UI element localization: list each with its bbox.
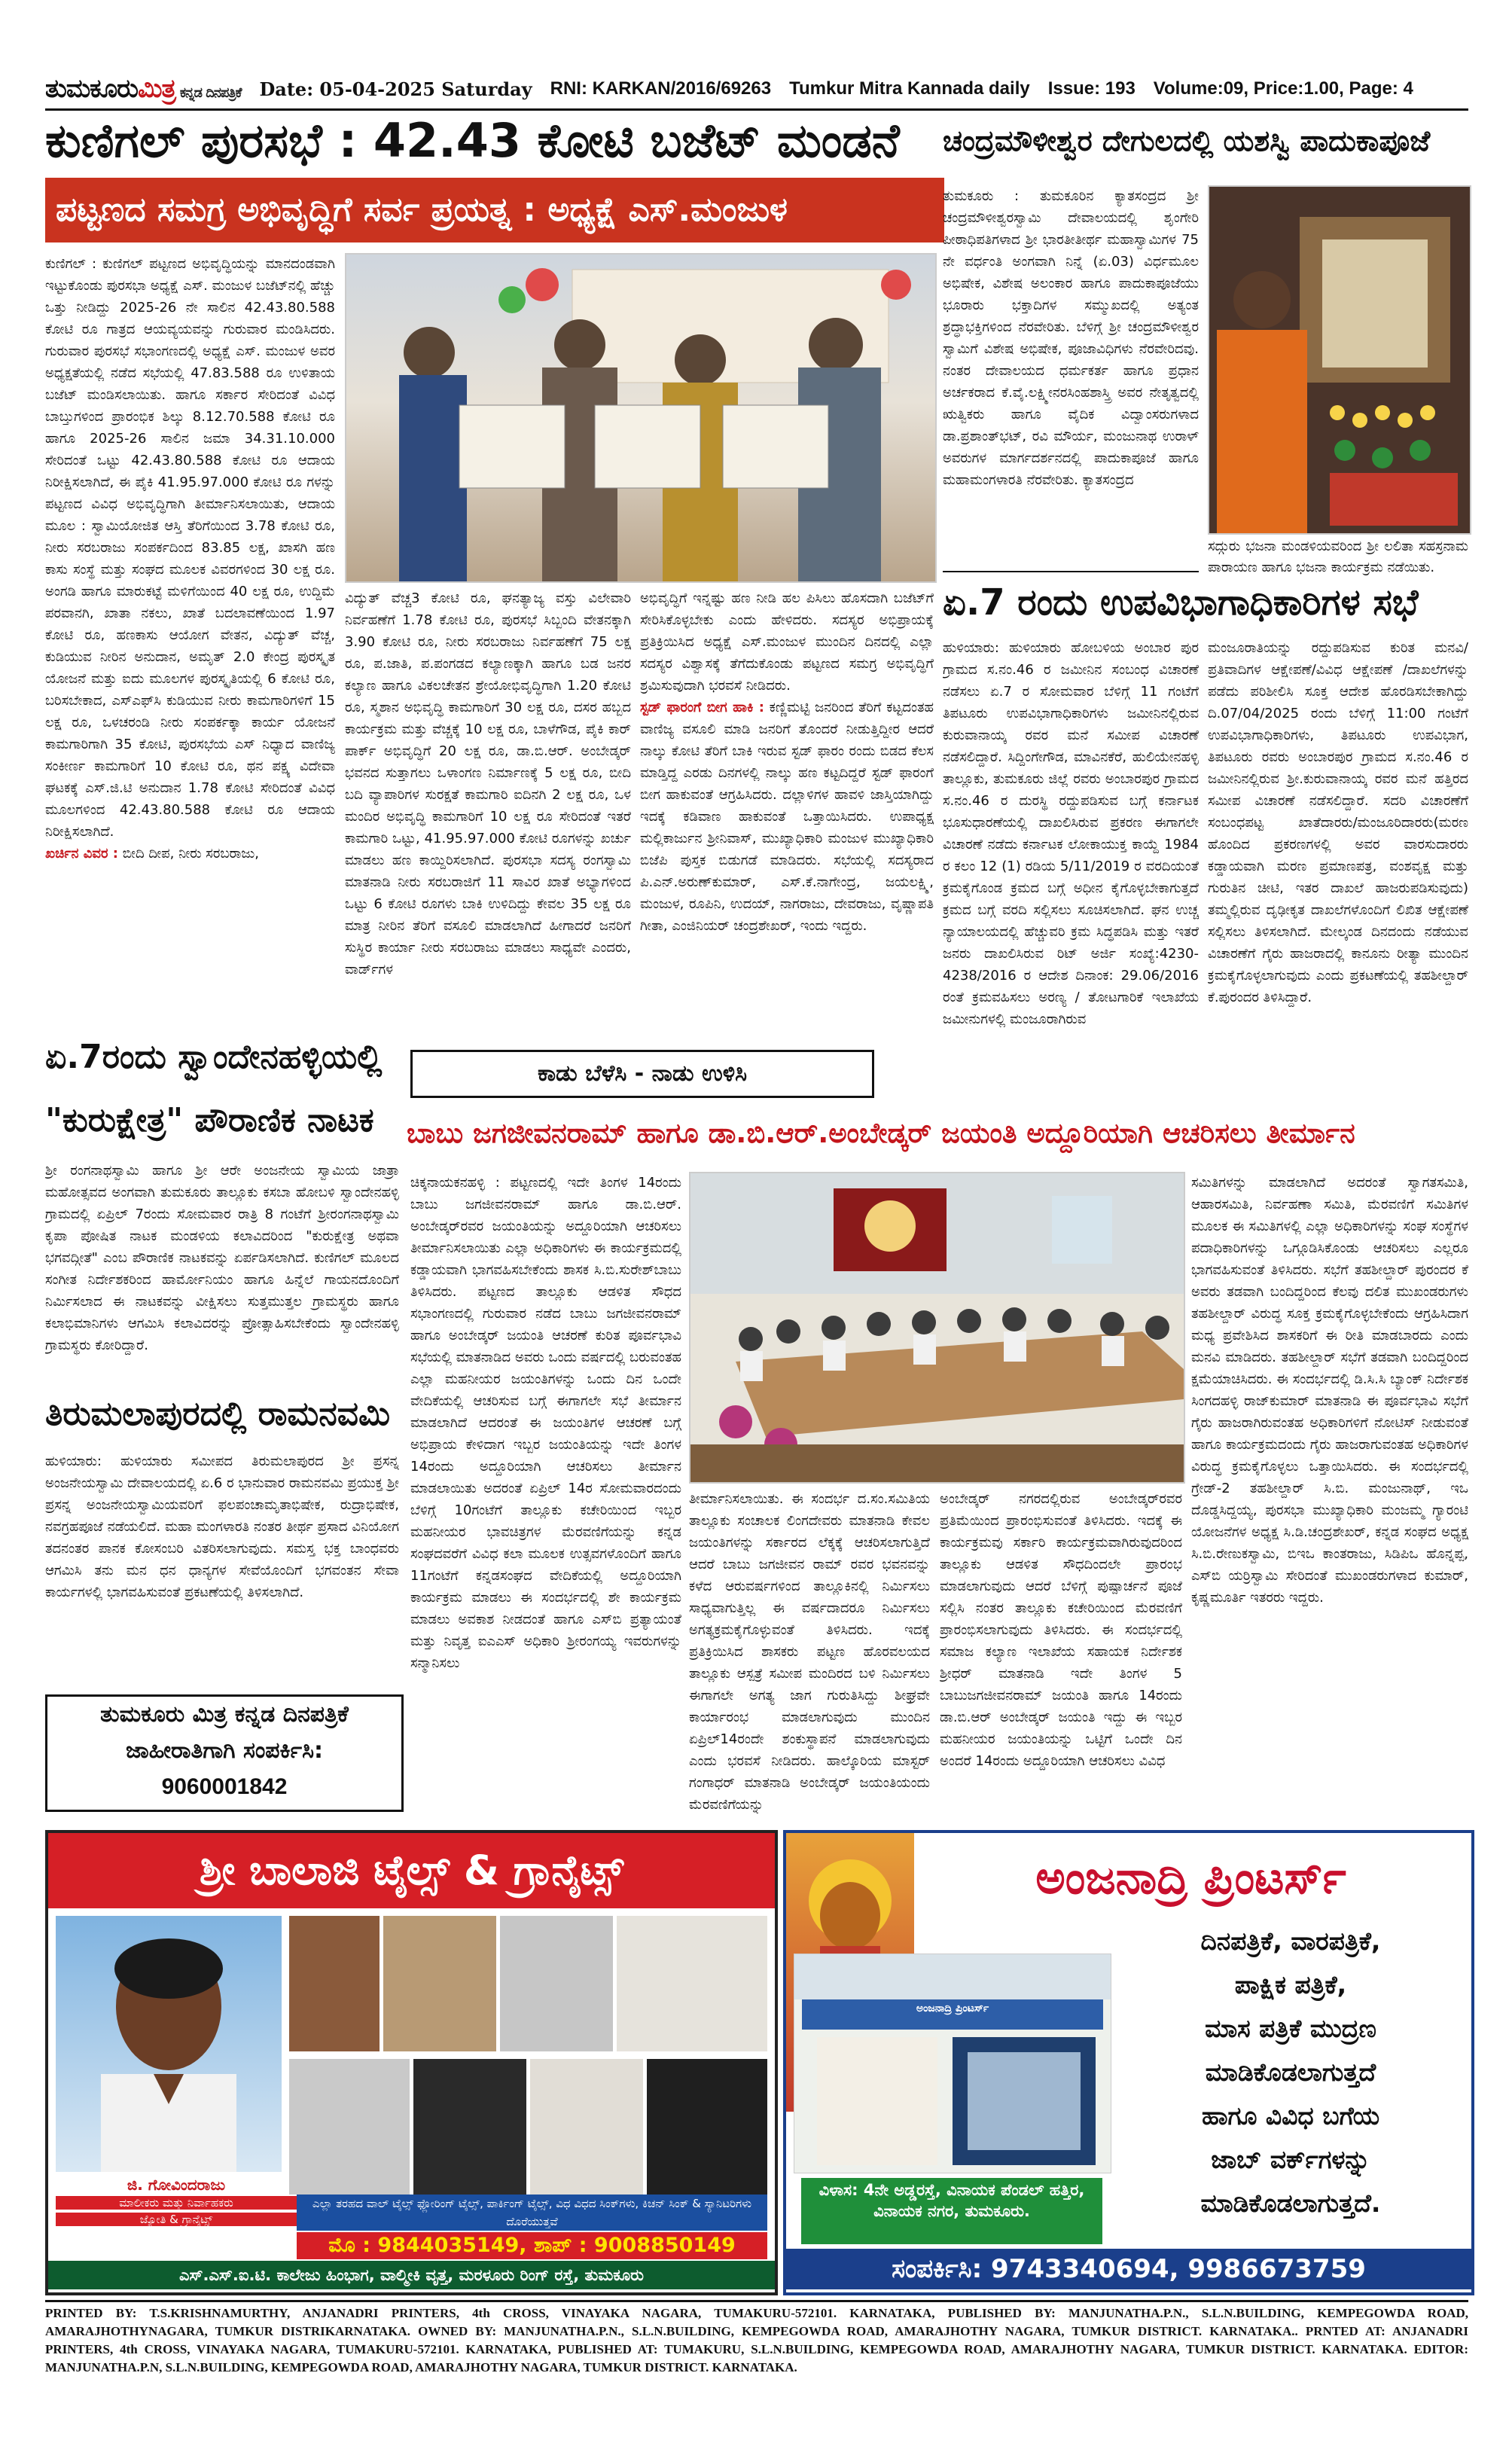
ad-left-title: ಶ್ರೀ ಬಾಲಾಜಿ ಟೈಲ್ಸ್ & ಗ್ರಾನೈಟ್ಸ್ <box>48 1833 775 1908</box>
story5-body <box>45 1450 399 1684</box>
ad-right-services <box>1117 1920 1464 2225</box>
budget-release-photo-illustration <box>346 255 935 581</box>
newspaper-logo <box>45 74 241 104</box>
masthead-rule <box>45 108 1468 111</box>
story2-headline: ಚಂದ್ರಮೌಳೀಶ್ವರ ದೇಗುಲದಲ್ಲಿ ಯಶಸ್ವಿ ಪಾದುಕಾಪೂಜೆ <box>943 124 1431 157</box>
story3-col2-text: ಮಂಜೂರಾತಿಯನ್ನು ರದ್ದುಪಡಿಸುವ ಕುರಿತ ಮನವಿ/ಪ್ರತಿವಾದಿಗಳ ಆಕ್ಷೇಪಣೆ/ವಿವಿಧ ಆಕ್ಷೇಪಣೆ /ದಾಖಲೆಗಳನ್ನು ಪಡೆದು ಪರಿಶೀಲಿಸಿ ಸೂಕ್ತ ಆದೇಶ ಹೊರಡಿಸಬೇಕಾಗಿದ್ದು ದಿ.07/04/2025 ರಂದು ಬೆಳಿಗ್ಗೆ 11:00 ಗಂಟೆಗೆ ಉಪವಿಭಾಗಾಧಿಕಾರಿಗಳು, ತಿಪಟೂರು ಉಪವಿಭಾಗ, ತಿಪಟೂರು ರವರು ಅಂಬಾರಪುರ ಗ್ರಾಮದ ಸ.ನಂ.46 ರ ಜಮೀನಿನಲ್ಲಿರುವ ಶ್ರೀ.ಕುರುವಾನಾಯ್ಕ ರವರ ಮನೆ ಹತ್ತಿರದ ಸಮೀಪ ವಿಚಾರಣೆ ನಡೆಸಲಿದ್ದಾರೆ. ಸದರಿ ವಿಚಾರಣೆಗೆ ಸಂಬಂಧಪಟ್ಟ ಖಾತೆದಾರರು/ಮಂಜೂರಿದಾರರು(ಮರಣ ಹೊಂದಿದ ಪ್ರಕರಣಗಳಲ್ಲಿ ಅವರ ವಾರಸುದಾರರು ಕಡ್ಡಾಯವಾಗಿ ಮರಣ ಪ್ರಮಾಣಪತ್ರ, ವಂಶವೃಕ್ಷ ಮತ್ತು ಗುರುತಿನ ಚೀಟಿ, ಇತರ ದಾಖಲೆ ಹಾಜರುಪಡಿಸುವುದು) ತಮ್ಮಲ್ಲಿರುವ ದೃಢೀಕೃತ ದಾಖಲೆಗಳೊಂದಿಗೆ ಲಿಖಿತ ಆಕ್ಷೇಪಣೆ ಸಲ್ಲಿಸಲು ತಿಳಿಸಲಾಗಿದೆ. ಮೇಲ್ಕಂಡ ದಿನದಂದು ನಡೆಯುವ ವಿಚಾರಣೆಗೆ ಗೈರು ಹಾಜರಾದಲ್ಲಿ ಕಾನೂನು ರೀತ್ಯಾ ಮುಂದಿನ ಕ್ರಮಕೈಗೊಳ್ಳಲಾಗುವುದು ಎಂದು ಪ್ರಕಟಣೆಯಲ್ಲಿ ತಹಶೀಲ್ದಾರ್ ಕೆ.ಪುರಂದರ ತಿಳಿಸಿದ್ದಾರೆ. <box>1208 640 1468 1005</box>
story3-column1 <box>943 637 1199 1044</box>
story6-headline: ಬಾಬು ಜಗಜೀವನರಾಮ್ ಹಾಗೂ ಡಾ.ಬಿ.ಆರ್.ಅಂಬೇಡ್ಕರ್ ಜಯಂತಿ ಅದ್ದೂರಿಯಾಗಿ ಆಚರಿಸಲು ತೀರ್ಮಾನ <box>407 1101 1468 1166</box>
story6-photo <box>689 1172 1185 1484</box>
ad-right-service-line: ಮಾಡಿಕೊಡಲಾಗುತ್ತದೆ <box>1205 2057 1376 2087</box>
ad-left-tagline: ಎಲ್ಲಾ ತರಹದ ವಾಲ್ ಟೈಲ್ಸ್ ಫ್ಲೋರಿಂಗ್ ಟೈಲ್ಸ್, ಪಾರ್ಕಿಂಗ್ ಟೈಲ್ಸ್, ವಿಧ ವಿಧದ ಸಿಂಕ್‌ಗಳು, ಕಿಚನ್ ಸಿಂಕ್ & ಸ್ಯಾನಿಟರಿಗಳು ದೊರೆಯುತ್ತವೆ <box>297 2195 767 2231</box>
ad-right-shop-photo <box>794 1954 1111 2173</box>
paper-name: Tumkur Mitra Kannada daily <box>789 78 1030 99</box>
ad-right-address: 4ನೇ ಅಡ್ಡರಸ್ತೆ, ವಿನಾಯಕ ಪೆಂಡಲ್ ಹತ್ತಿರ, ವಿನಾಯಕ ನಗರ, ತುಮಕೂರು. <box>863 2181 1085 2220</box>
masthead <box>45 74 1468 104</box>
story6-col2-text: ತೀರ್ಮಾನಿಸಲಾಯಿತು. ಈ ಸಂದರ್ಭ ದ.ಸಂ.ಸಮಿತಿಯ ತಾಲ್ಲೂಕು ಸಂಚಾಲಕ ಲಿಂಗದೇವರು ಮಾತನಾಡಿ ಕೇವಲ ಜಯಂತಿಗಳನ್ನು ಸರ್ಕಾರದ ಲೆಕ್ಕಕ್ಕೆ ಆಚರಿಸಲಾಗುತ್ತಿದೆ ಆದರೆ ಬಾಬು ಜಗಜೀವನ ರಾಮ್ ರವರ ಭವನವನ್ನು ಕಳೆದ ಆರುವರ್ಷಗಳಿಂದ ತಾಲ್ಲೂಕಿನಲ್ಲಿ ನಿರ್ಮಿಸಲು ಸಾಧ್ಯವಾಗುತ್ತಿಲ್ಲ ಈ ವರ್ಷದಾದರೂ ನಿರ್ಮಿಸಲು ಅಗತ್ಯಕ್ರಮಕೈಗೊಳ್ಳುವಂತೆ ತಿಳಿಸಿದರು. ಇದಕ್ಕೆ ಪ್ರತಿಕ್ರಿಯಿಸಿದ ಶಾಸಕರು ಪಟ್ಟಣ ಹೊರವಲಯದ ತಾಲ್ಲೂಕು ಆಸ್ಪತ್ರೆ ಸಮೀಪ ಮಂದಿರದ ಬಳಿ ನಿರ್ಮಿಸಲು ಈಗಾಗಲೇ ಅಗತ್ಯ ಜಾಗ ಗುರುತಿಸಿದ್ದು ಶೀಘ್ರವೇ ಕಾರ್ಯಾರಂಭ ಮಾಡಲಾಗುವುದು ಮುಂದಿನ ಏಪ್ರಿಲ್‌14ರಂದೇ ಶಂಕುಸ್ಥಾಪನೆ ಮಾಡಲಾಗುವುದು ಎಂದು ಭರವಸೆ ನೀಡಿದರು. ಹಾಲ್ಕೊರಿಯ ಮಾಸ್ಟರ್ ಗಂಗಾಧರ್ ಮಾತನಾಡಿ ಅಂಬೇಡ್ಕರ್ ಜಯಂತಿಯಂದು ಮೆರವಣಿಗೆಯನ್ನು <box>689 1491 930 1813</box>
ad-left-owner-photo <box>56 1916 282 2172</box>
footer-rule <box>45 2300 1468 2302</box>
story1-col2-text: ವಿದ್ಯುತ್ ವೆಚ್ಚ3 ಕೋಟಿ ರೂ, ಘನತ್ಯಾಜ್ಯ ವಸ್ತು ವಿಲೇವಾರಿ ನಿರ್ವಹಣೆಗೆ 1.78 ಕೋಟಿ ರೂ, ಪುರಸಭೆ ಸಿಬ್ಬಂದಿ ವೇತನಕ್ಕಾಗಿ 3.90 ಕೋಟಿ ರೂ, ನೀರು ಸರಬರಾಜು ನಿರ್ವಹಣೆಗೆ 75 ಲಕ್ಷ ರೂ, ಪ.ಜಾತಿ, ಪ.ಪಂಗಡದ ಕಲ್ಯಾಣಕ್ಕಾಗಿ ಹಾಗೂ ಬಡ ಜನರ ಕಲ್ಯಾಣ ಹಾಗೂ ವಿಕಲಚೇತನ ಶ್ರೇಯೋಭಿವೃದ್ಧಿಗಾಗಿ 1.20 ಕೋಟಿ ರೂ, ಸ್ಮಶಾನ ಅಭಿವೃದ್ಧಿ ಕಾಮಗಾರಿಗೆ 30 ಲಕ್ಷ ರೂ, ದಸರ ಹಬ್ಬದ ಕಾರ್ಯಕ್ರಮ ಮತ್ತು ವೆಚ್ಚಕ್ಕೆ 10 ಲಕ್ಷ ರೂ, ಬಾಳೆಗೌಡ, ಪೈಕಿ ಕಾರ್ ಪಾರ್ಕ್ ಅಭಿವೃದ್ಧಿಗೆ 20 ಲಕ್ಷ ರೂ, ಡಾ.ಬಿ.ಆರ್. ಅಂಬೇಡ್ಕರ್ ಭವನದ ಸುತ್ತಾಗಲು ಒಳಾಂಗಣ ನಿರ್ಮಾಣಕ್ಕೆ 5 ಲಕ್ಷ ರೂ, ಬೀದಿ ಬದಿ ವ್ಯಾಪಾರಿಗಳ ಸುರಕ್ಷತೆ ಕಾಮಗಾರಿ ಐದಿನಗಿ 2 ಲಕ್ಷ ರೂ, ಒಳ ಮಂದಿರ ಅಭಿವೃದ್ಧಿ ಕಾಮಗಾರಿಗೆ 10 ಲಕ್ಷ ರೂ ಸೇರಿದಂತೆ ಇತರೆ ಕಾಮಗಾರಿ ಒಟ್ಟು, 41.95.97.000 ಕೋಟಿ ರೂಗಳನ್ನು ಖರ್ಚು ಮಾಡಲು ಹಣ ಕಾಯ್ದಿರಿಸಲಾಗಿದೆ. ಪುರಸಭಾ ಸದಸ್ಯ ರಂಗಸ್ವಾಮಿ ಮಾತನಾಡಿ ನೀರು ಸರಬರಾಜಿಗೆ 11 ಸಾವಿರ ಖಾತೆ ಅಭ್ಯಾಗಳಿಂದ ಒಟ್ಟು 6 ಕೋಟಿ ರೂಗಳು ಬಾಕಿ ಉಳಿದಿದ್ದು ಕೇವಲ 35 ಲಕ್ಷ ರೂ ಮಾತ್ರ ನೀರಿನ ತೆರಿಗೆ ವಸೂಲಿ ಮಾಡಲಾಗಿದೆ ಹೀಗಾದರೆ ಜನರಿಗೆ ಸುಸ್ಥಿರ ಕಾರ್ಯಾ ನೀರು ಸರಬರಾಜು ಮಾಡಲು ಸಾಧ್ಯವೇ ಎಂದರು, ವಾರ್ಡ್‌ಗಳ <box>345 590 631 978</box>
ad-right-address-box <box>801 2178 1102 2244</box>
ad-right-service-line: ಪಾಕ್ಷಿಕ ಪತ್ರಿಕೆ, <box>1234 1970 1347 1999</box>
story2-body-text: ತುಮಕೂರು : ತುಮಕೂರಿನ ಕ್ಯಾತಸಂದ್ರದ ಶ್ರೀ ಚಂದ್ರಮೌಳೀಶ್ವರಸ್ವಾಮಿ ದೇವಾಲಯದಲ್ಲಿ ಶೃಂಗೇರಿ ಪೀಠಾಧಿಪತಿಗಳಾದ ಶ್ರೀ ಭಾರತೀತೀರ್ಥ ಮಹಾಸ್ವಾಮಿಗಳ 75 ನೇ ವರ್ಧಂತಿ ಅಂಗವಾಗಿ ನಿನ್ನೆ (ಏ.03) ವಿರ್ಧಮೂಲ ಅಭಿಷೇಕ, ವಿಶೇಷ ಅಲಂಕಾರ ಹಾಗೂ ಪಾದುಕಾಪೂಜೆಯು ಭೂರಾರು ಭಕ್ತಾದಿಗಳ ಸಮ್ಮುಖದಲ್ಲಿ ಅತ್ಯಂತ ಶ್ರದ್ಧಾಭಕ್ತಿಗಳಿಂದ ನೆರವೇರಿತು. ಬೆಳಿಗ್ಗೆ ಶ್ರೀ ಚಂದ್ರಮೌಳೀಶ್ವರ ಸ್ವಾಮಿಗೆ ವಿಶೇಷ ಅಭಿಷೇಕ, ಪೂಜಾವಿಧಿಗಳು ನೆರವೇರಿದವು. ನಂತರ ದೇವಾಲಯದ ಧರ್ಮಕರ್ತ ಹಾಗೂ ಪ್ರಧಾನ ಅರ್ಚಕರಾದ ಕೆ.ವೈ.ಲಕ್ಷ್ಮೀನರಸಿಂಹಶಾಸ್ತ್ರಿ ಅವರ ನೇತೃತ್ವದಲ್ಲಿ ಋತ್ವಿಕರು ಹಾಗೂ ವೈದಿಕ ವಿದ್ವಾಂಸರುಗಳಾದ ಡಾ.ಪ್ರಶಾಂತ್‌ಭಟ್, ರವಿ ಮೌರ್ಯ, ಮಂಜುನಾಥ ಉರಾಳ್ ಅವರುಗಳ ಮಾರ್ಗದರ್ಶನದಲ್ಲಿ ಪಾದುಕಾಪೂಜೆ ಹಾಗೂ ಮಹಾಮಂಗಳಾರತಿ ನೆರವೇರಿತು. ಕ್ಯಾತಸಂದ್ರದ <box>943 188 1199 488</box>
adbox-line2: ಜಾಹೀರಾತಿಗಾಗಿ ಸಂಪರ್ಕಿಸಿ: <box>126 1737 323 1764</box>
ad-right-service-line: ಮಾಸ ಪತ್ರಿಕೆ ಮುದ್ರಣ <box>1205 2014 1376 2043</box>
ad-left-product-grid <box>289 1916 767 2195</box>
story6-column3 <box>940 1488 1182 1819</box>
story4-headline-line1: ಏ.7ರಂದು ಸ್ವಾಂದೇನಹಳ್ಳಿಯಲ್ಲಿ <box>45 1038 383 1076</box>
story1-col3-text: ಅಭಿವೃದ್ಧಿಗೆ ಇನ್ನಷ್ಟು ಹಣ ನೀಡಿ ಹಲ ಪಿಸಿಲು ಹೊಸದಾಗಿ ಬಜೆಟ್‌ಗೆ ಸೇರಿಸಿಕೊಳ್ಳಬೇಕು ಎಂದು ಹೇಳಿದರು. ಸದಸ್ಯರ ಅಭಿಪ್ರಾಯಕ್ಕೆ ಪ್ರತಿಕ್ರಿಯಿಸಿದ ಅಧ್ಯಕ್ಷೆ ಎಸ್.ಮಂಜುಳ ಮುಂದಿನ ದಿನದಲ್ಲಿ ಎಲ್ಲಾ ಸದಸ್ಯರ ವಿಶ್ವಾಸಕ್ಕೆ ತೆಗೆದುಕೊಂಡು ಪಟ್ಟಣದ ಸಮಗ್ರ ಅಭಿವೃದ್ಧಿಗೆ ಶ್ರಮಿಸುವುದಾಗಿ ಭರವಸೆ ನೀಡಿದರು. <box>640 590 934 694</box>
story3-column2 <box>1208 637 1468 1044</box>
story6-column1 <box>410 1172 681 1819</box>
story1-expense-text: ಬೀದಿ ದೀಪ, ನೀರು ಸರಬರಾಜು, <box>122 846 259 862</box>
volume-price-page: Volume:09, Price:1.00, Page: 4 <box>1153 78 1413 99</box>
ad-left-owner-title: ಮಾಲೀಕರು ಮತ್ತು ನಿರ್ವಾಹಕರು <box>56 2196 297 2210</box>
owner-portrait-illustration <box>56 1916 282 2172</box>
ad-right-service-line: ಹಾಗೂ ವಿವಿಧ ಬಗೆಯ <box>1201 2101 1380 2130</box>
story1-column1 <box>45 253 335 1017</box>
story1-column3 <box>640 587 934 1017</box>
ad-right-shop-sign: ಅಂಜನಾದ್ರಿ ಪ್ರಿಂಟರ್ಸ್ <box>916 2002 989 2015</box>
story4-body-text: ಶ್ರೀ ರಂಗನಾಥಸ್ವಾಮಿ ಹಾಗೂ ಶ್ರೀ ಆರೇ ಅಂಜನೇಯ ಸ್ವಾಮಿಯ ಜಾತ್ರಾ ಮಹೋತ್ಸವದ ಅಂಗವಾಗಿ ತುಮಕೂರು ತಾಲ್ಲೂಕು ಕಸಬಾ ಹೋಬಳಿ ಸ್ವಾಂದೇನಹಳ್ಳಿ ಗ್ರಾಮದಲ್ಲಿ ಏಪ್ರಿಲ್ 7ರಂದು ಸೋಮವಾರ ರಾತ್ರಿ 8 ಗಂಟೆಗೆ ಶ್ರೀರಂಗನಾಥಸ್ವಾಮಿ ಕೃಪಾ ಪೋಷಿತ ನಾಟಕ ಮಂಡಳಿಯ ಕಲಾವಿದರಿಂದ "ಕುರುಕ್ಷೇತ್ರ ಅಥವಾ ಭಗವದ್ಗೀತೆ" ಎಂಬ ಪೌರಾಣಿಕ ನಾಟಕವನ್ನು ಏರ್ಪಡಿಸಲಾಗಿದೆ. ಕುಣಿಗಲ್ ಮೂಲದ ಸಂಗೀತ ನಿರ್ದೇಶಕರಿಂದ ಹಾರ್ಮೋನಿಯಂ ಹಾಗೂ ಹಿನ್ನೆಲೆ ಗಾಯನದೊಂದಿಗೆ ನಿರ್ಮಿಸಲಾದ ಈ ನಾಟಕವನ್ನು ವೀಕ್ಷಿಸಲು ಸುತ್ತಮುತ್ತಲ ಗ್ರಾಮಸ್ಥರು ಹಾಗೂ ಕಲಾಭಿಮಾನಿಗಳು ಆಗಮಿಸಿ ಕಲಾವಿದರನ್ನು ಪ್ರೋತ್ಸಾಹಿಸಬೇಕೆಂದು ಸ್ವಾಂದೇನಹಳ್ಳಿ ಗ್ರಾಮಸ್ಥರು ಕೋರಿದ್ದಾರೆ. <box>45 1163 399 1353</box>
ad-anjanadri-printers <box>783 1830 1474 2295</box>
adbox-line1: ತುಮಕೂರು ಮಿತ್ರ ಕನ್ನಡ ದಿನಪತ್ರಿಕೆ <box>100 1701 349 1728</box>
ad-right-service-line: ಮಾಡಿಕೊಡಲಾಗುತ್ತದೆ. <box>1200 2188 1381 2218</box>
ad-balaji-tiles <box>45 1830 778 2295</box>
story1-headline: ಕುಣಿಗಲ್ ಪುರಸಭೆ : 42.43 ಕೋಟಿ ಬಜೆಟ್ ಮಂಡನೆ <box>45 113 900 168</box>
issue-date: Date: 05-04-2025 Saturday <box>259 78 532 100</box>
rni-number: RNI: KARKAN/2016/69263 <box>550 78 772 99</box>
story2-caption-text: ಸದ್ಗುರು ಭಜನಾ ಮಂಡಳಿಯವರಿಂದ ಶ್ರೀ ಲಲಿತಾ ಸಹಸ್ರನಾಮ ಪಾರಾಯಣ ಹಾಗೂ ಭಜನಾ ಕಾರ್ಯಕ್ರಮ ನಡೆಯಿತು. <box>1208 538 1468 575</box>
story6-col3-text: ಅಂಬೇಡ್ಕರ್ ನಗರದಲ್ಲಿರುವ ಅಂಬೇಡ್ಕರ್‌ರವರ ಪ್ರತಿಮೆಯಿಂದ ಪ್ರಾರಂಭಿಸುವಂತೆ ತಿಳಿಸಿದರು. ಇದಕ್ಕೆ ಈ ಕಾರ್ಯಕ್ರಮವು ಸರ್ಕಾರಿ ಕಾರ್ಯಕ್ರಮವಾಗಿರುವುದರಿಂದ ತಾಲ್ಲೂಕು ಆಡಳಿತ ಸೌಧದಿಂದಲೇ ಪ್ರಾರಂಭ ಮಾಡಲಾಗುವುದು ಆದರೆ ಬೆಳಿಗ್ಗೆ ಪುಷ್ಪಾರ್ಚನೆ ಪೂಜೆ ಸಲ್ಲಿಸಿ ನಂತರ ತಾಲ್ಲೂಕು ಕಚೇರಿಯಿಂದ ಮೆರವಣಿಗೆ ಪ್ರಾರಂಭಿಸಲಾಗುವುದು ತಿಳಿಸಿದರು. ಈ ಸಂದರ್ಭದಲ್ಲಿ ಸಮಾಜ ಕಲ್ಯಾಣ ಇಲಾಖೆಯ ಸಹಾಯಕ ನಿರ್ದೇಶಕ ಶ್ರೀಧರ್ ಮಾತನಾಡಿ ಇದೇ ತಿಂಗಳ 5 ಬಾಬುಜಗಜೀವನರಾಮ್ ಜಯಂತಿ ಹಾಗೂ 14ರಂದು ಡಾ.ಬಿ.ಆರ್ ಅಂಬೇಡ್ಕರ್ ಜಯಂತಿ ಇದ್ದು ಈ ಇಬ್ಬರ ಮಹನೀಯರ ಜಯಂತಿಯನ್ನು ಒಟ್ಟಿಗೆ ಒಂದೇ ದಿನ ಅಂದರೆ 14ರಂದು ಅದ್ದೂರಿಯಾಗಿ ಆಚರಿಸಲು ವಿವಿಧ <box>940 1491 1182 1769</box>
story1-photo <box>345 253 937 583</box>
story4-headline <box>45 1026 399 1154</box>
story6-column4 <box>1191 1172 1468 1819</box>
story6-col4-text: ಸಮಿತಿಗಳನ್ನು ಮಾಡಲಾಗಿದೆ ಅದರಂತೆ ಸ್ವಾಗತಸಮಿತಿ, ಆಹಾರಸಮಿತಿ, ನಿರ್ವಹಣಾ ಸಮಿತಿ, ಮೆರವಣಿಗೆ ಸಮಿತಿಗಳ ಮೂಲಕ ಈ ಸಮಿತಿಗಳಲ್ಲಿ ಎಲ್ಲಾ ಅಧಿಕಾರಿಗಳನ್ನು ಸಂಘ ಸಂಸ್ಥೆಗಳ ಪದಾಧಿಕಾರಿಗಳನ್ನು ಒಗ್ಗೂಡಿಸಿಕೊಂಡು ಆಚರಿಸಲು ಎಲ್ಲರೂ ಭಾಗವಹಿಸುವಂತೆ ತಿಳಿಸಿದರು. ಸಭೆಗೆ ತಹಶೀಲ್ದಾರ್ ಪುರಂದರ ಕೆ ಅವರು ತಡವಾಗಿ ಬಂದಿದ್ದರಿಂದ ಕೆಲವು ದಲಿತ ಮುಖಂಡರುಗಳು ತಹಶೀಲ್ದಾರ್ ವಿರುದ್ಧ ಸೂಕ್ತ ಕ್ರಮಕೈಗೊಳ್ಳಬೇಕೆಂದು ಆಗ್ರಹಿಸಿದಾಗ ಮಧ್ಯ ಪ್ರವೇಶಿಸಿದ ಶಾಸಕರಿಗೆ ಈ ರೀತಿ ಮಾಡಬಾರದು ಎಂದು ಮನವಿ ಮಾಡಿದರು. ತಹಶೀಲ್ದಾರ್ ಸಭೆಗೆ ತಡವಾಗಿ ಬಂದಿದ್ದರಿಂದ ಕ್ಷಮೆಯಾಚಿಸಿದರು. ಈ ಸಂದರ್ಭದಲ್ಲಿ ಡಿ.ಸಿ.ಸಿ ಬ್ಯಾಂಕ್ ನಿರ್ದೇಶಕ ಸಿಂಗದಹಳ್ಳಿ ರಾಜ್‌ಕುಮಾರ್ ಮಾತನಾಡಿ ಈ ಪೂರ್ವಭಾವಿ ಸಭೆಗೆ ಗೈರು ಹಾಜರಾಗಿರುವಂತಹ ಅಧಿಕಾರಿಗಳಿಗೆ ನೋಟಿಸ್ ನೀಡುವಂತೆ ಹಾಗೂ ಕಾರ್ಯಕ್ರಮದಂದು ಗೈರು ಹಾಜರಾಗುವಂತಹ ಅಧಿಕಾರಿಗಳ ವಿರುದ್ಧ ಕ್ರಮಕೈಗೊಳ್ಳಲು ಒತ್ತಾಯಿಸಿದರು. ಈ ಸಂದರ್ಭದಲ್ಲಿ ಗ್ರೇಡ್-2 ತಹಶೀಲ್ದಾರ್ ಸಿ.ಬಿ. ಮಂಜುನಾಥ್, ಇಒ ದೊಡ್ಡಸಿದ್ದಯ್ಯ, ಪುರಸಭಾ ಮುಖ್ಯಾಧಿಕಾರಿ ಮಂಜಮ್ಮ ಗ್ಯಾರಂಟಿ ಯೋಜನೆಗಳ ಅಧ್ಯಕ್ಷ ಸಿ.ಡಿ.ಚಂದ್ರಶೇಖರ್, ಕನ್ನಡ ಸಂಘದ ಅಧ್ಯಕ್ಷ ಸಿ.ಬಿ.ರೇಣುಕಸ್ವಾಮಿ, ಬಿಇಒ ಕಾಂತರಾಜು, ಸಿಡಿಪಿಒ ಹೊನ್ನಪ್ಪ, ಎಸ್‌ಬಿ ಯರ್ರಿಸ್ವಾಮಿ ಸೇರಿದಂತೆ ಮುಖಂಡರುಗಳಾದ ಕುಮಾರ್, ಕೃಷ್ಣಮೂರ್ತಿ ಇತರರು ಇದ್ದರು. <box>1191 1175 1468 1606</box>
story4-body <box>45 1160 399 1378</box>
ad-right-service-line: ಜಾಬ್ ವರ್ಕ್‌ಗಳನ್ನು <box>1211 2145 1370 2174</box>
meeting-photo-illustration <box>690 1173 1184 1482</box>
story3-headline: ಏ.7 ರಂದು ಉಪವಿಭಾಗಾಧಿಕಾರಿಗಳ ಸಭೆ <box>943 581 1419 624</box>
tiles-products-illustration <box>289 1916 767 2195</box>
padukapuja-photo-illustration <box>1209 187 1470 533</box>
ad-left-owner-tag: ಜ್ಯೋತಿ & ಗ್ರಾನೈಟ್ಸ್ <box>56 2213 297 2226</box>
story5-headline: ತಿರುಮಲಾಪುರದಲ್ಲಿ ರಾಮನವಮಿ <box>45 1395 391 1433</box>
story1-col3b-text: ಕಣ್ಣಿಮಟ್ಟಿ ಜನರಿಂದ ತೆರಿಗೆ ಕಟ್ಟದಂತಹ ವಾಣಿಜ್ಯ ವಸೂಲಿ ಮಾಡಿ ಜನರಿಗೆ ತೊಂದರೆ ನೀಡುತ್ತಿದ್ದೀರ ಆದರೆ ನಾಲ್ಕು ಕೋಟಿ ತೆರಿಗೆ ಬಾಕಿ ಇರುವ ಸ್ಟಡ್ ಫಾರಂ ರಂದು ಬಿಡದ ಕೆಲಸ ಮಾಡ್ತಿದ್ದ ಎರಡು ದಿನಗಳಲ್ಲಿ ನಾಲ್ಕು ಹಣ ಕಟ್ಟದಿದ್ದರೆ ಸ್ಟಡ್ ಫಾರಂಗೆ ಬೀಗ ಹಾಕುವಂತೆ ಆಗ್ರಹಿಸಿದರು. ದಲ್ಲಾಳಿಗಳ ಹಾವಳಿ ಜಾಸ್ತಿಯಾಗಿದ್ದು ಇದಕ್ಕೆ ಕಡಿವಾಣ ಹಾಕುವಂತೆ ಒತ್ತಾಯಿಸಿದರು. ಉಪಾಧ್ಯಕ್ಷ ಮಲ್ಲಿಕಾರ್ಜುನ ಶ್ರೀನಿವಾಸ್, ಮುಖ್ಯಾಧಿಕಾರಿ ಮಂಜುಳ ಮುಖ್ಯಾಧಿಕಾರಿ ಬಿಜೆಪಿ ಪುಸ್ತಕ ಬಿಡುಗಡೆ ಮಾಡಿದರು. ಸಭೆಯಲ್ಲಿ ಸದಸ್ಯರಾದ ಪಿ.ಎನ್.ಅರುಣ್‌ಕುಮಾರ್, ಎಸ್.ಕೆ.ನಾಗೇಂದ್ರ, ಜಯಲಕ್ಷ್ಮಿ, ಮಂಜುಳ, ರೂಪಿನಿ, ಉದಯ್, ನಾಗರಾಜು, ದೇವರಾಜು, ವೃಷ್ಣಾಪತಿ ಗೀತಾ, ಎಂಜಿನಿಯರ್ ಚಂದ್ರಶೇಖರ್, ಇಂದು ಇದ್ದರು. <box>640 700 934 934</box>
story1-col1-text: ಕುಣಿಗಲ್ : ಕುಣಿಗಲ್ ಪಟ್ಟಣದ ಅಭಿವೃದ್ಧಿಯನ್ನು ಮಾನದಂಡವಾಗಿ ಇಟ್ಟುಕೊಂಡು ಪುರಸಭಾ ಅಧ್ಯಕ್ಷೆ ಎಸ್. ಮಂಜುಳ ಬಜೆಟ್‌ನಲ್ಲಿ ಹೆಚ್ಚು ಒತ್ತು ನೀಡಿದ್ದು 2025-26 ನೇ ಸಾಲಿನ 42.43.80.588 ಕೋಟಿ ರೂ ಗಾತ್ರದ ಆಯವ್ಯಯವನ್ನು ಗುರುವಾರ ಮಂಡಿಸಿದರು. ಗುರುವಾರ ಪುರಸಭೆ ಸಭಾಂಗಣದಲ್ಲಿ ಅಧ್ಯಕ್ಷೆ ಎಸ್. ಮಂಜುಳ ಅವರ ಅಧ್ಯಕ್ಷತೆಯಲ್ಲಿ ನಡೆದ ಸಭೆಯಲ್ಲಿ 47.83.588 ರೂ ಉಳಿತಾಯ ಬಜೆಟ್ ಮಂಡಿಸಲಾಯಿತು. ಹಾಗೂ ಸರ್ಕಾರ ಸೇರಿದಂತೆ ವಿವಿಧ ಬಾಬ್ತುಗಳಿಂದ ಪ್ರಾರಂಭಿಕ ಶಿಲ್ಕು 8.12.70.588 ಕೋಟಿ ರೂ ಹಾಗೂ 2025-26 ಸಾಲಿನ ಜಮಾ 34.31.10.000 ಸೇರಿದಂತೆ ಒಟ್ಟು 42.43.80.588 ಕೋಟಿ ರೂ ಆದಾಯ ನಿರೀಕ್ಷಿಸಲಾಗಿದೆ, ಈ ಪೈಕಿ 41.95.97.000 ಕೋಟಿ ರೂ ಗಳನ್ನು ಪಟ್ಟಣದ ವಿವಿಧ ಅಭಿವೃದ್ಧಿಗಾಗಿ ತೀರ್ಮಾನಿಸಲಾಯಿತು, ಆದಾಯ ಮೂಲ : ಸ್ವಾಮಿಯೋಜಿತ ಆಸ್ತಿ ತೆರಿಗೆಯಿಂದ 3.78 ಕೋಟಿ ರೂ, ನೀರು ಸರಬರಾಜು ಸಂಪರ್ಕದಿಂದ 83.85 ಲಕ್ಷ, ಖಾಸಗಿ ಹಣ ಕಾಸು ಸಂಸ್ಥೆ ಮತ್ತು ಸಂಘದ ಮೂಲಕ ವಿವರಗಳಿಂದ 30 ಲಕ್ಷ ರೂ. ಅಂಗಡಿ ಹಾಗೂ ಮಾರುಕಟ್ಟೆ ಮಳಿಗೆಯಿಂದ 40 ಲಕ್ಷ ರೂ, ಉದ್ದಿಮೆ ಪರವಾನಗಿ, ಖಾತಾ ನಕಲು, ಖಾತೆ ಬದಲಾವಣೆಯಿಂದ 1.97 ಕೋಟಿ ರೂ, ಹಣಕಾಸು ಆಯೋಗ ವೇತನ, ವಿದ್ಯುತ್ ವೆಚ್ಚ, ಕುಡಿಯುವ ನೀರಿನ ಅನುದಾನ, ಅಮೃತ್ 2.0 ಕೇಂದ್ರ ಪುರಸ್ಕೃತ ಯೋಜನೆ ಮತ್ತು ಐದು ಮೂಲಗಳ ಪುರಸ್ಕೃತಿಯಲ್ಲಿ 6 ಕೋಟಿ ರೂ, ಬರಿಸಬೇಕಾದ, ಎಸ್‌ಎಫ್‌ಸಿ ಕುಡಿಯುವ ನೀರು ಕಾಮಗಾರಿಗಳಿಗೆ 15 ಲಕ್ಷ ರೂ, ಒಳಚರಂಡಿ ನೀರು ಸಂಪರ್ಕಕ್ಕಾ ಕಾರ್ಯ ಯೋಜನೆ ಕಾಮಗಾರಿಗಾಗಿ 35 ಕೋಟಿ, ಪುರಸಭೆಯ ಎಸ್ ನಿಧ್ಯಾದ ವಾಣಿಜ್ಯ ಸಂಕೀರ್ಣ ಕಾಮಗಾರಿಗೆ 10 ಕೋಟಿ ರೂ, ಥನ ಪಕ್ಷ್ಯ ವಿದೇವಾ ಘಟಕಕ್ಕೆ ಎಸ್.ಜಿ.ಟಿ ಅನುದಾನ 1.78 ಕೋಟಿ ಸೇರಿದಂತೆ ವಿವಿಧ ಮೂಲಗಳಿಂದ 42.43.80.588 ಕೋಟಿ ರೂ ಆದಾಯ ನಿರೀಕ್ಷಿಸಲಾಗಿದೆ. <box>45 256 335 840</box>
story6-column2 <box>689 1488 930 1819</box>
logo-part2: ಮಿತ್ರ <box>137 74 175 104</box>
story4-headline-line2: "ಕುರುಕ್ಷೇತ್ರ" ಪೌರಾಣಿಕ ನಾಟಕ <box>45 1101 374 1139</box>
story3-col1-text: ಹುಳಿಯಾರು: ಹುಳಿಯಾರು ಹೋಬಳಿಯ ಅಂಬಾರ ಪುರ ಗ್ರಾಮದ ಸ.ನಂ.46 ರ ಜಮೀನಿನ ಸಂಬಂಧ ವಿಚಾರಣೆ ನಡೆಸಲು ಏ.7 ರ ಸೋಮವಾರ ಬೆಳಿಗ್ಗೆ 11 ಗಂಟೆಗೆ ತಿಪಟೂರು ಉಪವಿಭಾಗಾಧಿಕಾರಿಗಳು ಜಮೀನಿನಲ್ಲಿರುವ ಕುರುವಾನಾಯ್ಕ ರವರ ಮನೆ ಸಮೀಪ ವಿಚಾರಣೆ ನಡೆಸಲಿದ್ದಾರೆ. ಸಿದ್ದಿಂಗೇಗೌಡ, ಮಾವಿನಕೆರೆ, ಹುಲಿಯೇನಹಳ್ಳಿ ತಾಲ್ಲೂಕು, ತುಮಕೂರು ಜಿಲ್ಲೆ ರವರು ಅಂಬಾರಪುರ ಗ್ರಾಮದ ಸ.ನಂ.46 ರ ದುರಸ್ಥಿ ರದ್ದುಪಡಿಸುವ ಬಗ್ಗೆ ಕರ್ನಾಟಕ ಭೂಸುಧಾರಣೆಯಲ್ಲಿ ದಾಖಲಿಸಿರುವ ಪ್ರಕರಣ ಈಗಾಗಲೇ ವಿಚಾರಣೆ ನಡೆದು ಕರ್ನಾಟಕ ಲೋಕಾಯುಕ್ತ ಕಾಯ್ದೆ 1984 ರ ಕಲಂ 12 (1) ರಡಿಯ 5/11/2019 ರ ವರದಿಯಂತೆ ಕ್ರಮಕೈಗೊಂಡ ಕ್ರಮದ ಬಗ್ಗೆ ಅಧೀನ ಕೈಗೊಳ್ಳಬೇಕಾಗುತ್ತದೆ ಕ್ರಮದ ಬಗ್ಗೆ ವರದಿ ಸಲ್ಲಿಸಲು ಸೂಚಿಸಲಾಗಿದೆ. ಘನ ಉಚ್ಚ ನ್ಯಾಯಾಲಯದಲ್ಲಿ ಹೆಚ್ಚುವರಿ ಕ್ರಮ ಸಿದ್ಧಪಡಿಸಿ ಮತ್ತು ಇತರೆ ಜನರು ದಾಖಲಿಸಿರುವ ರಿಟ್ ಅರ್ಜಿ ಸಂಖ್ಯೆ:4230-4238/2016 ರ ಆದೇಶ ದಿನಾಂಕ: 29.06/2016 ರಂತೆ ಕ್ರಮವಹಿಸಲು ಅರಣ್ಯ / ತೋಟಗಾರಿಕೆ ಇಲಾಖೆಯ ಜಮೀನುಗಳಲ್ಲಿ ಮಂಜೂರಾಗಿರುವ <box>943 640 1199 1027</box>
story6-col1-text: ಚಿಕ್ಕನಾಯಕನಹಳ್ಳಿ : ಪಟ್ಟಣದಲ್ಲಿ ಇದೇ ತಿಂಗಳ 14ರಂದು ಬಾಬು ಜಗಜೀವನರಾಮ್ ಹಾಗೂ ಡಾ.ಬಿ.ಆರ್. ಅಂಬೇಡ್ಕರ್‌ರವರ ಜಯಂತಿಯನ್ನು ಅದ್ದೂರಿಯಾಗಿ ಆಚರಿಸಲು ತೀರ್ಮಾನಿಸಲಾಯಿತು ಎಲ್ಲಾ ಅಧಿಕಾರಿಗಳು ಈ ಕಾರ್ಯಕ್ರಮದಲ್ಲಿ ಕಡ್ಡಾಯವಾಗಿ ಭಾಗವಹಿಸಬೇಕೆಂದು ಶಾಸಕ ಸಿ.ಬಿ.ಸುರೇಶ್‌ಬಾಬು ತಿಳಿಸಿದರು. ಪಟ್ಟಣದ ತಾಲ್ಲೂಕು ಆಡಳಿತ ಸೌಧದ ಸಭಾಂಗಣದಲ್ಲಿ ಗುರುವಾರ ನಡೆದ ಬಾಬು ಜಗಜೀವನರಾಮ್ ಹಾಗೂ ಅಂಬೇಡ್ಕರ್ ಜಯಂತಿ ಆಚರಣೆ ಕುರಿತ ಪೂರ್ವಭಾವಿ ಸಭೆಯಲ್ಲಿ ಮಾತನಾಡಿದ ಅವರು ಒಂದು ವರ್ಷದಲ್ಲಿ ಬರುವಂತಹ ಎಲ್ಲಾ ಮಹನೀಯರ ಜಯಂತಿಗಳನ್ನು ಒಂದು ದಿನ ಒಂದೇ ವೇದಿಕೆಯಲ್ಲಿ ಆಚರಿಸುವ ಬಗ್ಗೆ ಈಗಾಗಲೇ ಸಭೆ ತೀರ್ಮಾನ ಮಾಡಲಾಗಿದೆ ಆದರಂತೆ ಈ ಜಯಂತಿಗಳ ಆಚರಣೆ ಬಗ್ಗೆ ಅಭಿಪ್ರಾಯ ಕೇಳಿದಾಗ ಇಬ್ಬರ ಜಯಂತಿಯನ್ನು ಇದೇ ತಿಂಗಳ 14ರಂದು ಅದ್ದೂರಿಯಾಗಿ ಆಚರಿಸಲು ತೀರ್ಮಾನ ಮಾಡಲಾಯಿತು ಅದರಂತೆ ಏಪ್ರಿಲ್ 14ರ ಸೋಮವಾರದಂದು ಬೆಳಿಗ್ಗೆ 10ಗಂಟೆಗೆ ತಾಲ್ಲೂಕು ಕಚೇರಿಯಿಂದ ಇಬ್ಬರ ಮಹನೀಯರ ಭಾವಚಿತ್ರಗಳ ಮೆರವಣಿಗೆಯನ್ನು ಕನ್ನಡ ಸಂಘದವರೆಗೆ ವಿವಿಧ ಕಲಾ ಮೂಲಕ ಉತ್ಸವಗಳೊಂದಿಗೆ ಹಾಗೂ 11ಗಂಟೆಗೆ ಕನ್ನಡಸಂಘದ ವೇದಿಕೆಯಲ್ಲಿ ಅದ್ದೂರಿಯಾಗಿ ಕಾರ್ಯಕ್ರಮ ಮಾಡಲು ಈ ಸಂದರ್ಭದಲ್ಲಿ ಶೇ ಕಾರ್ಯಕ್ರಮ ಮಾಡಲು ಅವಕಾಶ ನೀಡದಂತೆ ಹಾಗೂ ಎಸ್‌ಬಿ ಪ್ರತ್ಯಾಯಂತೆ ಮತ್ತು ನಿವೃತ್ತ ಐಎಎಸ್ ಅಧಿಕಾರಿ ಶ್ರೀರಂಗಯ್ಯ ಇವರುಗಳನ್ನು ಸನ್ಮಾನಿಸಲು <box>410 1175 681 1671</box>
ad-right-address-label: ವಿಳಾಸ: <box>818 2181 858 2199</box>
adbox-phone: 9060001842 <box>161 1774 288 1799</box>
advertise-contact-box <box>45 1694 404 1812</box>
ad-right-service-line: ದಿನಪತ್ರಿಕೆ, ವಾರಪತ್ರಿಕೆ, <box>1200 1926 1381 1956</box>
shopfront-illustration <box>794 1954 1111 2173</box>
story1-subhead: ಪಟ್ಟಣದ ಸಮಗ್ರ ಅಭಿವೃದ್ಧಿಗೆ ಸರ್ವ ಪ್ರಯತ್ನ : ಅಧ್ಯಕ್ಷೆ ಎಸ್.ಮಂಜುಳ <box>45 178 944 242</box>
story2-photo <box>1208 185 1471 535</box>
issue-number: Issue: 193 <box>1047 78 1136 99</box>
ad-right-title: ಅಂಜನಾದ್ರಿ ಪ್ರಿಂಟರ್ಸ್ <box>1035 1852 1346 1905</box>
logo-subtitle: ಕನ್ನಡ ದಿನಪತ್ರಿಕೆ <box>179 85 242 101</box>
ad-left-address: ಎಸ್.ಎಸ್.ಐ.ಟಿ. ಕಾಲೇಜು ಹಿಂಭಾಗ, ವಾಲ್ಮೀಕಿ ವೃತ್ತ, ಮರಳೂರು ರಿಂಗ್ ರಸ್ತೆ, ತುಮಕೂರು <box>48 2261 775 2289</box>
story5-body-text: ಹುಳಿಯಾರು: ಹುಳಿಯಾರು ಸಮೀಪದ ತಿರುಮಲಾಪುರದ ಶ್ರೀ ಪ್ರಸನ್ನ ಅಂಜನೇಯಸ್ವಾಮಿ ದೇವಾಲಯದಲ್ಲಿ ಏ.6 ರ ಭಾನುವಾರ ರಾಮನವಮಿ ಪ್ರಯುಕ್ತ ಶ್ರೀ ಪ್ರಸನ್ನ ಅಂಜನೇಯಸ್ವಾಮಿಯವರಿಗೆ ಫಲಪಂಚಾಮೃತಾಭಿಷೇಕ, ರುದ್ರಾಭಿಷೇಕ, ನವಗ್ರಹಪೂಜೆ ನಡೆಯಲಿದೆ. ಮಹಾ ಮಂಗಳಾರತಿ ನಂತರ ತೀರ್ಥ ಪ್ರಸಾದ ವಿನಿಯೋಗ ತದನಂತರ ಪಾನಕ ಕೋಸಂಬರಿ ವಿತರಿಸಲಾಗುವುದು. ಸಮಸ್ತ ಭಕ್ತ ಬಾಂಧವರು ಆಗಮಿಸಿ ತನು ಮನ ಧನ ಧಾನ್ಯಗಳ ಸೇವೆಯೊಂದಿಗೆ ಭಗವಂತನ ಸೇವಾ ಕಾರ್ಯಗಳಲ್ಲಿ ಭಾಗವಹಿಸುವಂತೆ ಪ್ರಕಟಣೆಯಲ್ಲಿ ತಿಳಿಸಲಾಗಿದೆ. <box>45 1453 399 1600</box>
logo-part1: ತುಮಕೂರು <box>45 74 138 104</box>
slogan-box: ಕಾಡು ಬೆಳೆಸಿ - ನಾಡು ಉಳಿಸಿ <box>410 1050 874 1098</box>
print-imprint: PRINTED BY: T.S.KRISHNAMURTHY, ANJANADRI PRINTERS, 4th CROSS, VINAYAKA NAGARA, TUMAKURU-572101. KARNATAKA, PUBLISHED BY: MANJUNATHA.P.N., S.L.N.BUILDING, KEMPEGOWDA ROAD, AMARAJHOTHYNAGARA, TUMKUR DISTRIKARNATAKA. OWNED BY: MANJUNATHA.P.N., S.L.N.BUILDING, KEMPEGOWDA ROAD, AMARAJHOTHY NAGARA, TUMKUR DISTRICT. KARNATAKA.. PRNTED AT: ANJANADRI PRINTERS, 4th CROSS, VINAYAKA NAGARA, TUMAKURU-572101. KARNATAKA, PUBLISHED AT: TUMAKURU, S.L.N.BUILDING, KEMPEGOWDA ROAD, AMARAJHOTHY NAGARA, TUMKUR DISTRICT. KARNATAKA. EDITOR: MANJUNATHA.P.N, S.L.N.BUILDING, KEMPEGOWDA ROAD, AMARAJHOTHY NAGARA, TUMKUR DISTRICT. KARNATAKA. <box>45 2306 1468 2374</box>
ad-left-mobile: ಮೊ : 9844035149, ಶಾಪ್ : 9008850149 <box>297 2232 767 2259</box>
story2-body <box>943 185 1199 569</box>
story1-expense-label: ಖರ್ಚಿನ ವಿವರ : <box>45 846 118 862</box>
ad-left-owner-name: ಜಿ. ಗೋವಿಂದರಾಜು <box>127 2176 226 2194</box>
ad-right-contact: ಸಂಪರ್ಕಿಸಿ: 9743340694, 9986673759 <box>786 2249 1471 2289</box>
story1-stud-farm-label: ಸ್ಟಡ್ ಫಾರಂಗೆ ಬೀಗ ಹಾಕಿ : <box>640 700 764 715</box>
story1-column2 <box>345 587 631 1017</box>
